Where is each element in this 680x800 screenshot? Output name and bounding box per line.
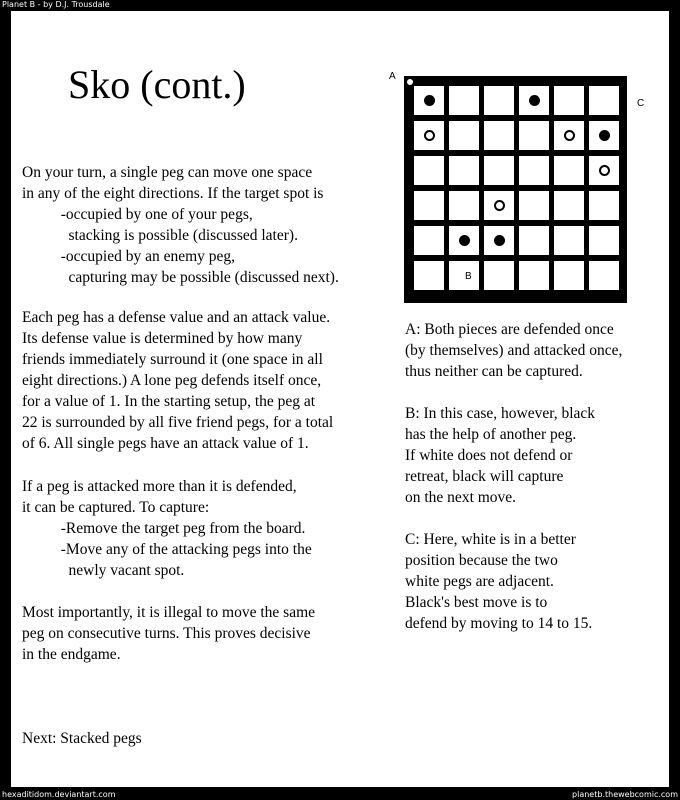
header-credit: Planet B - by D.J. Trousdale — [2, 0, 110, 9]
footer-left-url: hexaditidom.deviantart.com — [2, 790, 116, 799]
board-cell — [589, 86, 619, 115]
board-cell — [554, 86, 584, 115]
white-peg — [494, 200, 505, 211]
board-cell — [554, 261, 584, 290]
board-cell — [519, 156, 549, 185]
black-peg — [494, 235, 505, 246]
board-cell — [519, 191, 549, 220]
board-cell — [484, 156, 514, 185]
board-cell — [449, 121, 479, 150]
board-cell — [414, 156, 444, 185]
black-peg — [529, 95, 540, 106]
board-cell — [554, 156, 584, 185]
black-peg — [424, 95, 435, 106]
note-b: B: In this case, however, black has the help of another peg. If white does not defend or retreat, black will capture on the next move. — [405, 405, 596, 506]
note-c: C: Here, white is in a better position because the two white pegs are adjacent. Black's best move is to defend by moving to 14 to 15. — [405, 531, 593, 632]
board-cell — [589, 261, 619, 290]
board-cell — [449, 261, 479, 290]
black-peg — [459, 235, 470, 246]
board-cell — [589, 226, 619, 255]
board-cell — [589, 191, 619, 220]
board-cell — [414, 261, 444, 290]
white-peg — [564, 130, 575, 141]
board-cell — [449, 191, 479, 220]
comic-panel — [11, 11, 669, 787]
corner-marker — [407, 79, 413, 85]
illegal-move-rule: Most importantly, it is illegal to move the same peg on consecutive turns. This proves decisive in the endgame. — [22, 604, 316, 663]
board-cell — [449, 86, 479, 115]
capture-rules: If a peg is attacked more than it is defended, it can be captured. To capture: -Remove the target peg from the board. -Move any of the attacking pegs into the newly vacant spot. — [22, 478, 312, 579]
board-label-b: B — [465, 271, 472, 282]
board-cell — [519, 261, 549, 290]
board-cell — [449, 156, 479, 185]
movement-rules: On your turn, a single peg can move one space in any of the eight directions. If the target spot is -occupied by one of your pegs, stacking is possible (discussed later). -occupied by an enemy peg, capturing may be possible (discussed next). — [22, 164, 339, 286]
footer-right-url: planetb.thewebcomic.com — [572, 790, 678, 799]
board-cell — [519, 121, 549, 150]
board-cell — [484, 86, 514, 115]
page-title: Sko (cont.) — [68, 62, 246, 107]
game-board — [404, 76, 627, 303]
board-cell — [519, 226, 549, 255]
next-topic: Next: Stacked pegs — [22, 730, 142, 747]
white-peg — [424, 130, 435, 141]
board-label-c: C — [637, 98, 645, 109]
board-label-a: A — [389, 71, 396, 82]
defense-explanation: Each peg has a defense value and an attack value. Its defense value is determined by how many friends immediately surround it (one space in all eight directions.) A lone peg defends itself once, for a value of 1. In the starting setup, the peg at 22 is surrounded by all five friend pegs, for a total of 6. All single pegs have an attack value of 1. — [22, 309, 334, 452]
board-cell — [554, 191, 584, 220]
white-peg — [599, 165, 610, 176]
board-cell — [484, 121, 514, 150]
note-a: A: Both pieces are defended once (by themselves) and attacked once, thus neither can be captured. — [405, 321, 623, 380]
board-cell — [484, 261, 514, 290]
board-cell — [414, 191, 444, 220]
board-cell — [554, 226, 584, 255]
board-cell — [414, 226, 444, 255]
footer — [0, 789, 680, 800]
black-peg — [599, 130, 610, 141]
